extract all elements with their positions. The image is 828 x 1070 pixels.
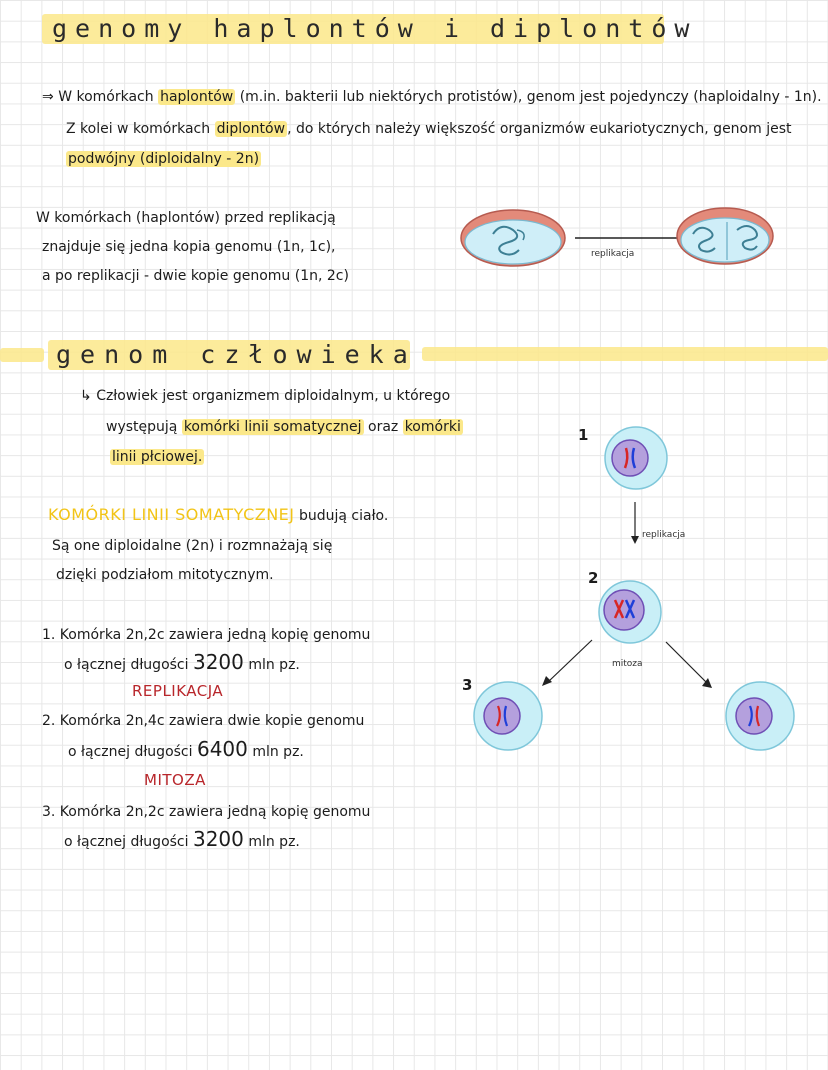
somatic-line-1 <box>48 502 388 529</box>
text: Człowiek jest organizmem diploidalnym, u którego <box>96 388 451 404</box>
text: mln pz. <box>247 744 304 760</box>
label-replikacja: REPLIKACJA <box>132 682 224 700</box>
paragraph-line-3 <box>66 146 261 172</box>
step-2-line-a: 2. Komórka 2n,4c zawiera dwie kopie genomu <box>42 713 365 729</box>
somatic-line-3: dzięki podziałom mitotycznym. <box>56 567 274 583</box>
note-line-1: W komórkach (haplontów) przed replikacją <box>36 210 336 226</box>
diagram-label-replikacja: replikacja <box>591 249 635 259</box>
step-3-line-b <box>64 826 300 855</box>
note-line-2: znajduje się jedna kopia genomu (1n, 1c), <box>42 239 336 255</box>
arrow-icon <box>542 640 592 686</box>
text: , do których należy większość organizmów eukariotycznych, genom jest <box>287 121 792 137</box>
text: mln pz. <box>243 834 300 850</box>
highlight-podwojny: podwójny (diploidalny - 2n) <box>68 151 260 167</box>
haploid-cell-before <box>461 210 565 266</box>
title-highlight-2-right <box>422 347 828 361</box>
cell-3-right <box>726 682 794 750</box>
highlight-komorki: komórki <box>404 419 461 435</box>
text: W komórkach <box>58 89 159 105</box>
arrow-icon: ⇒ <box>42 89 54 105</box>
cell-1 <box>605 427 667 489</box>
section-title-genom-czlowieka: genom człowieka <box>56 340 417 369</box>
diagram-label-replikacja: replikacja <box>642 530 686 540</box>
highlight-linii-plciowej: linii płciowej. <box>112 449 203 465</box>
somatic-heading: KOMÓRKI LINII SOMATYCZNEJ <box>48 505 295 524</box>
text: o łącznej długości <box>64 834 193 850</box>
text: Z kolei w komórkach <box>66 121 215 137</box>
note-line-3: a po replikacji - dwie kopie genomu (1n, 2c) <box>42 268 349 284</box>
diagram-number-3: 3 <box>462 676 473 694</box>
diagram-label-mitoza: mitoza <box>612 659 643 669</box>
highlight-diplontow: diplontów <box>216 121 286 137</box>
step-1-line-b <box>64 649 300 678</box>
intro-line-2 <box>106 414 463 440</box>
arrow-icon <box>666 642 712 688</box>
title-highlight-2-left <box>0 348 44 362</box>
text: występują <box>106 419 182 435</box>
haploid-cell-after <box>677 208 773 264</box>
text: oraz <box>363 419 403 435</box>
arrow-icon <box>631 502 639 544</box>
paragraph-line-1 <box>42 84 822 110</box>
intro-line-1 <box>80 383 450 409</box>
diagram-number-1: 1 <box>578 426 589 444</box>
haplont-replication-diagram <box>455 200 785 275</box>
cell-3-left <box>474 682 542 750</box>
text: o łącznej długości <box>64 657 193 673</box>
intro-line-3 <box>110 444 204 470</box>
text: (m.in. bakterii lub niektórych protistów), genom jest pojedynczy (haploidalny - 1n). <box>235 89 822 105</box>
human-cell-division-diagram <box>450 420 820 760</box>
step-3-line-a: 3. Komórka 2n,2c zawiera jedną kopię genomu <box>42 804 371 820</box>
text: budują ciało. <box>294 508 389 524</box>
label-mitoza: MITOZA <box>144 771 206 789</box>
step-1-line-a: 1. Komórka 2n,2c zawiera jedną kopię genomu <box>42 627 371 643</box>
length-value: 3200 <box>192 650 244 674</box>
cell-2 <box>599 581 661 643</box>
return-arrow-icon: ↳ <box>80 388 92 404</box>
section-title-genomy: genomy haplontów i diplontów <box>52 14 698 43</box>
text: o łącznej długości <box>68 744 197 760</box>
paragraph-line-2 <box>66 116 792 142</box>
step-2-line-b <box>68 736 304 765</box>
highlight-komorki-linii-somatycznej: komórki linii somatycznej <box>183 419 362 435</box>
arrow-icon <box>575 234 691 242</box>
diagram-number-2: 2 <box>588 569 599 587</box>
length-value: 3200 <box>192 827 244 851</box>
text: mln pz. <box>243 657 300 673</box>
highlight-haplontow: haplontów <box>160 89 234 105</box>
somatic-line-2: Są one diploidalne (2n) i rozmnażają się <box>52 538 333 554</box>
length-value: 6400 <box>196 737 248 761</box>
